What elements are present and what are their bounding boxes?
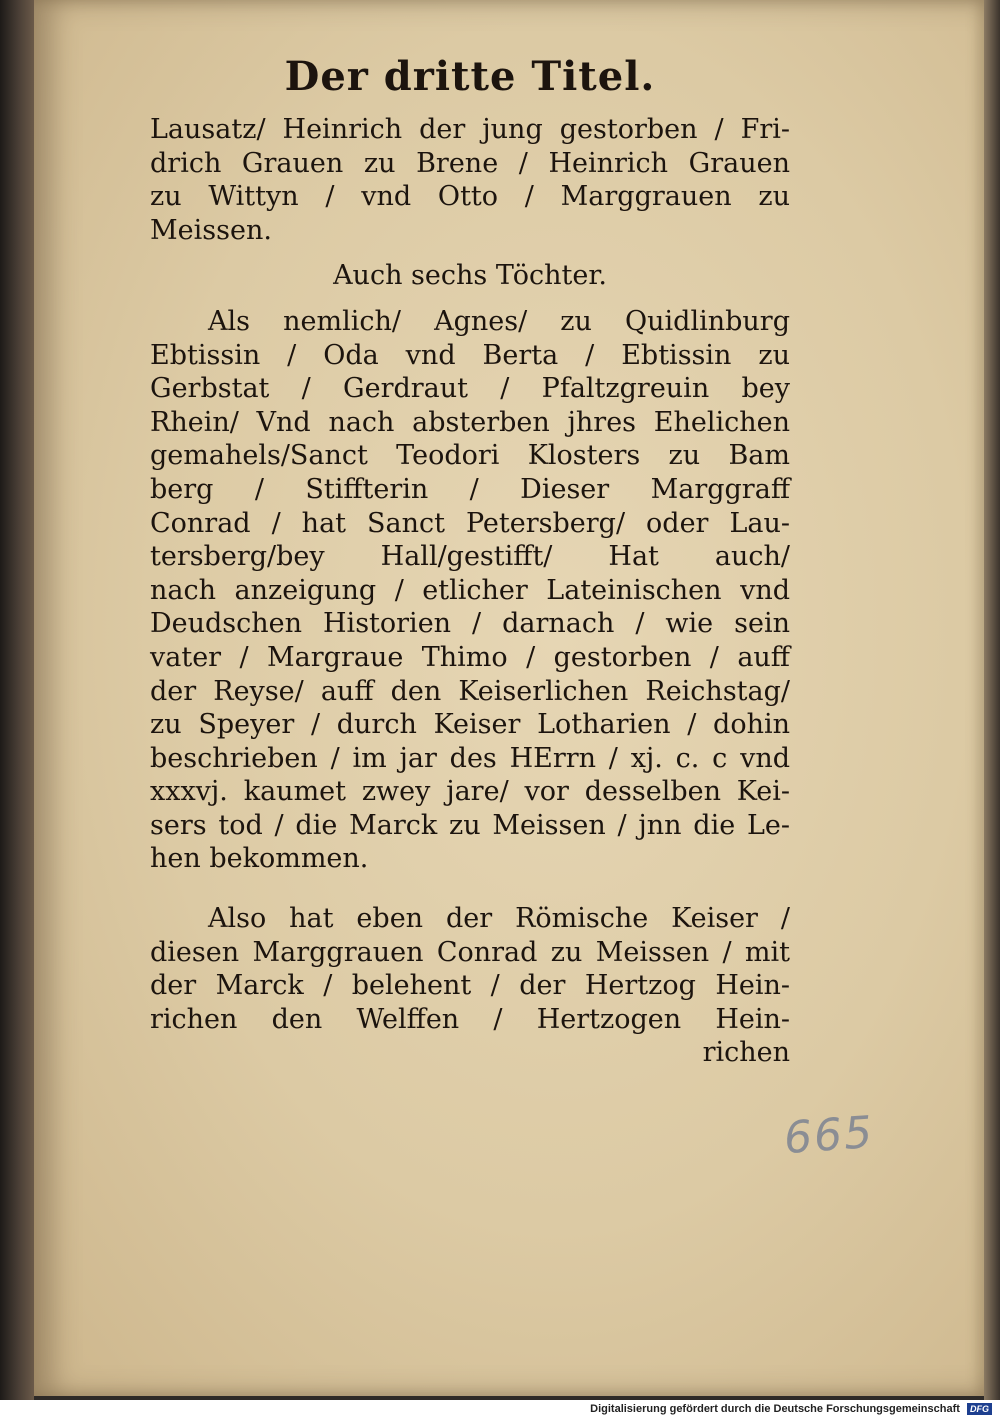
- page-right-edge: [984, 0, 1000, 1400]
- text-line: Deudschen Historien / darnach / wie sein: [150, 608, 790, 640]
- text-line: berg / Stiffterin / Dieser Marggraff: [150, 473, 790, 505]
- footer-credit-wrap: [590, 1403, 992, 1415]
- footer-credit: Digitalisierung gefördert durch die Deutsche Forschungsgemeinschaft: [590, 1403, 960, 1415]
- text-line: sers tod / die Marck zu Meissen / jnn die Le-: [150, 809, 790, 841]
- text-line: der Marck / belehent / der Hertzog Hein-: [150, 970, 790, 1002]
- page-text: [150, 55, 790, 1070]
- section-heading: Auch sechs Töchter.: [333, 260, 607, 292]
- text-line: vater / Margraue Thimo / gestorben / auff: [150, 641, 790, 673]
- text-line: zu Speyer / durch Keiser Lotharien / dohin: [150, 709, 790, 741]
- text-line: Rhein/ Vnd nach absterben jhres Ehelichen: [150, 406, 790, 438]
- text-line: Lausatz/ Heinrich der jung gestorben / Fri-: [150, 114, 790, 145]
- text-line: richen den Welffen / Hertzogen Hein-: [150, 1003, 790, 1035]
- text-line: zu Wittyn / vnd Otto / Marggrauen zu: [150, 181, 790, 213]
- text-line: drich Grauen zu Brene / Heinrich Grauen: [150, 147, 790, 179]
- running-title: Der dritte Titel.: [284, 53, 656, 100]
- dfg-logo-icon: DFG: [967, 1403, 992, 1415]
- text-line: Gerbstat / Gerdraut / Pfaltzgreuin bey: [150, 373, 790, 405]
- text-line: xxxvj. kaumet zwey jare/ vor desselben Kei-: [150, 776, 790, 808]
- text-line: tersberg/bey Hall/gestifft/ Hat auch/: [150, 541, 790, 573]
- handwritten-folio-number: 665: [782, 1106, 876, 1165]
- text-line: gemahels/Sanct Teodori Klosters zu Bam: [150, 440, 790, 472]
- text-line: beschrieben / im jar des HErrn / xj. c. c vnd: [150, 742, 790, 774]
- text-line: der Reyse/ auff den Keiserlichen Reichstag/: [150, 675, 790, 707]
- text-line: Als nemlich/ Agnes/ zu Quidlinburg: [208, 305, 790, 337]
- text-line: Meissen.: [150, 214, 272, 246]
- digitization-footer: [0, 1400, 1000, 1420]
- text-line: Conrad / hat Sanct Petersberg/ oder Lau-: [150, 507, 790, 539]
- text-line: nach anzeigung / etlicher Lateinischen vnd: [150, 574, 790, 606]
- text-line: Also hat eben der Römische Keiser /: [208, 903, 790, 935]
- paragraph-gap: [150, 876, 790, 902]
- text-line: Ebtissin / Oda vnd Berta / Ebtissin zu: [150, 339, 790, 371]
- text-line: diesen Marggrauen Conrad zu Meissen / mit: [150, 936, 790, 968]
- catchword: richen: [702, 1037, 790, 1069]
- binding-edge: [0, 0, 34, 1400]
- text-line: hen bekommen.: [150, 843, 369, 875]
